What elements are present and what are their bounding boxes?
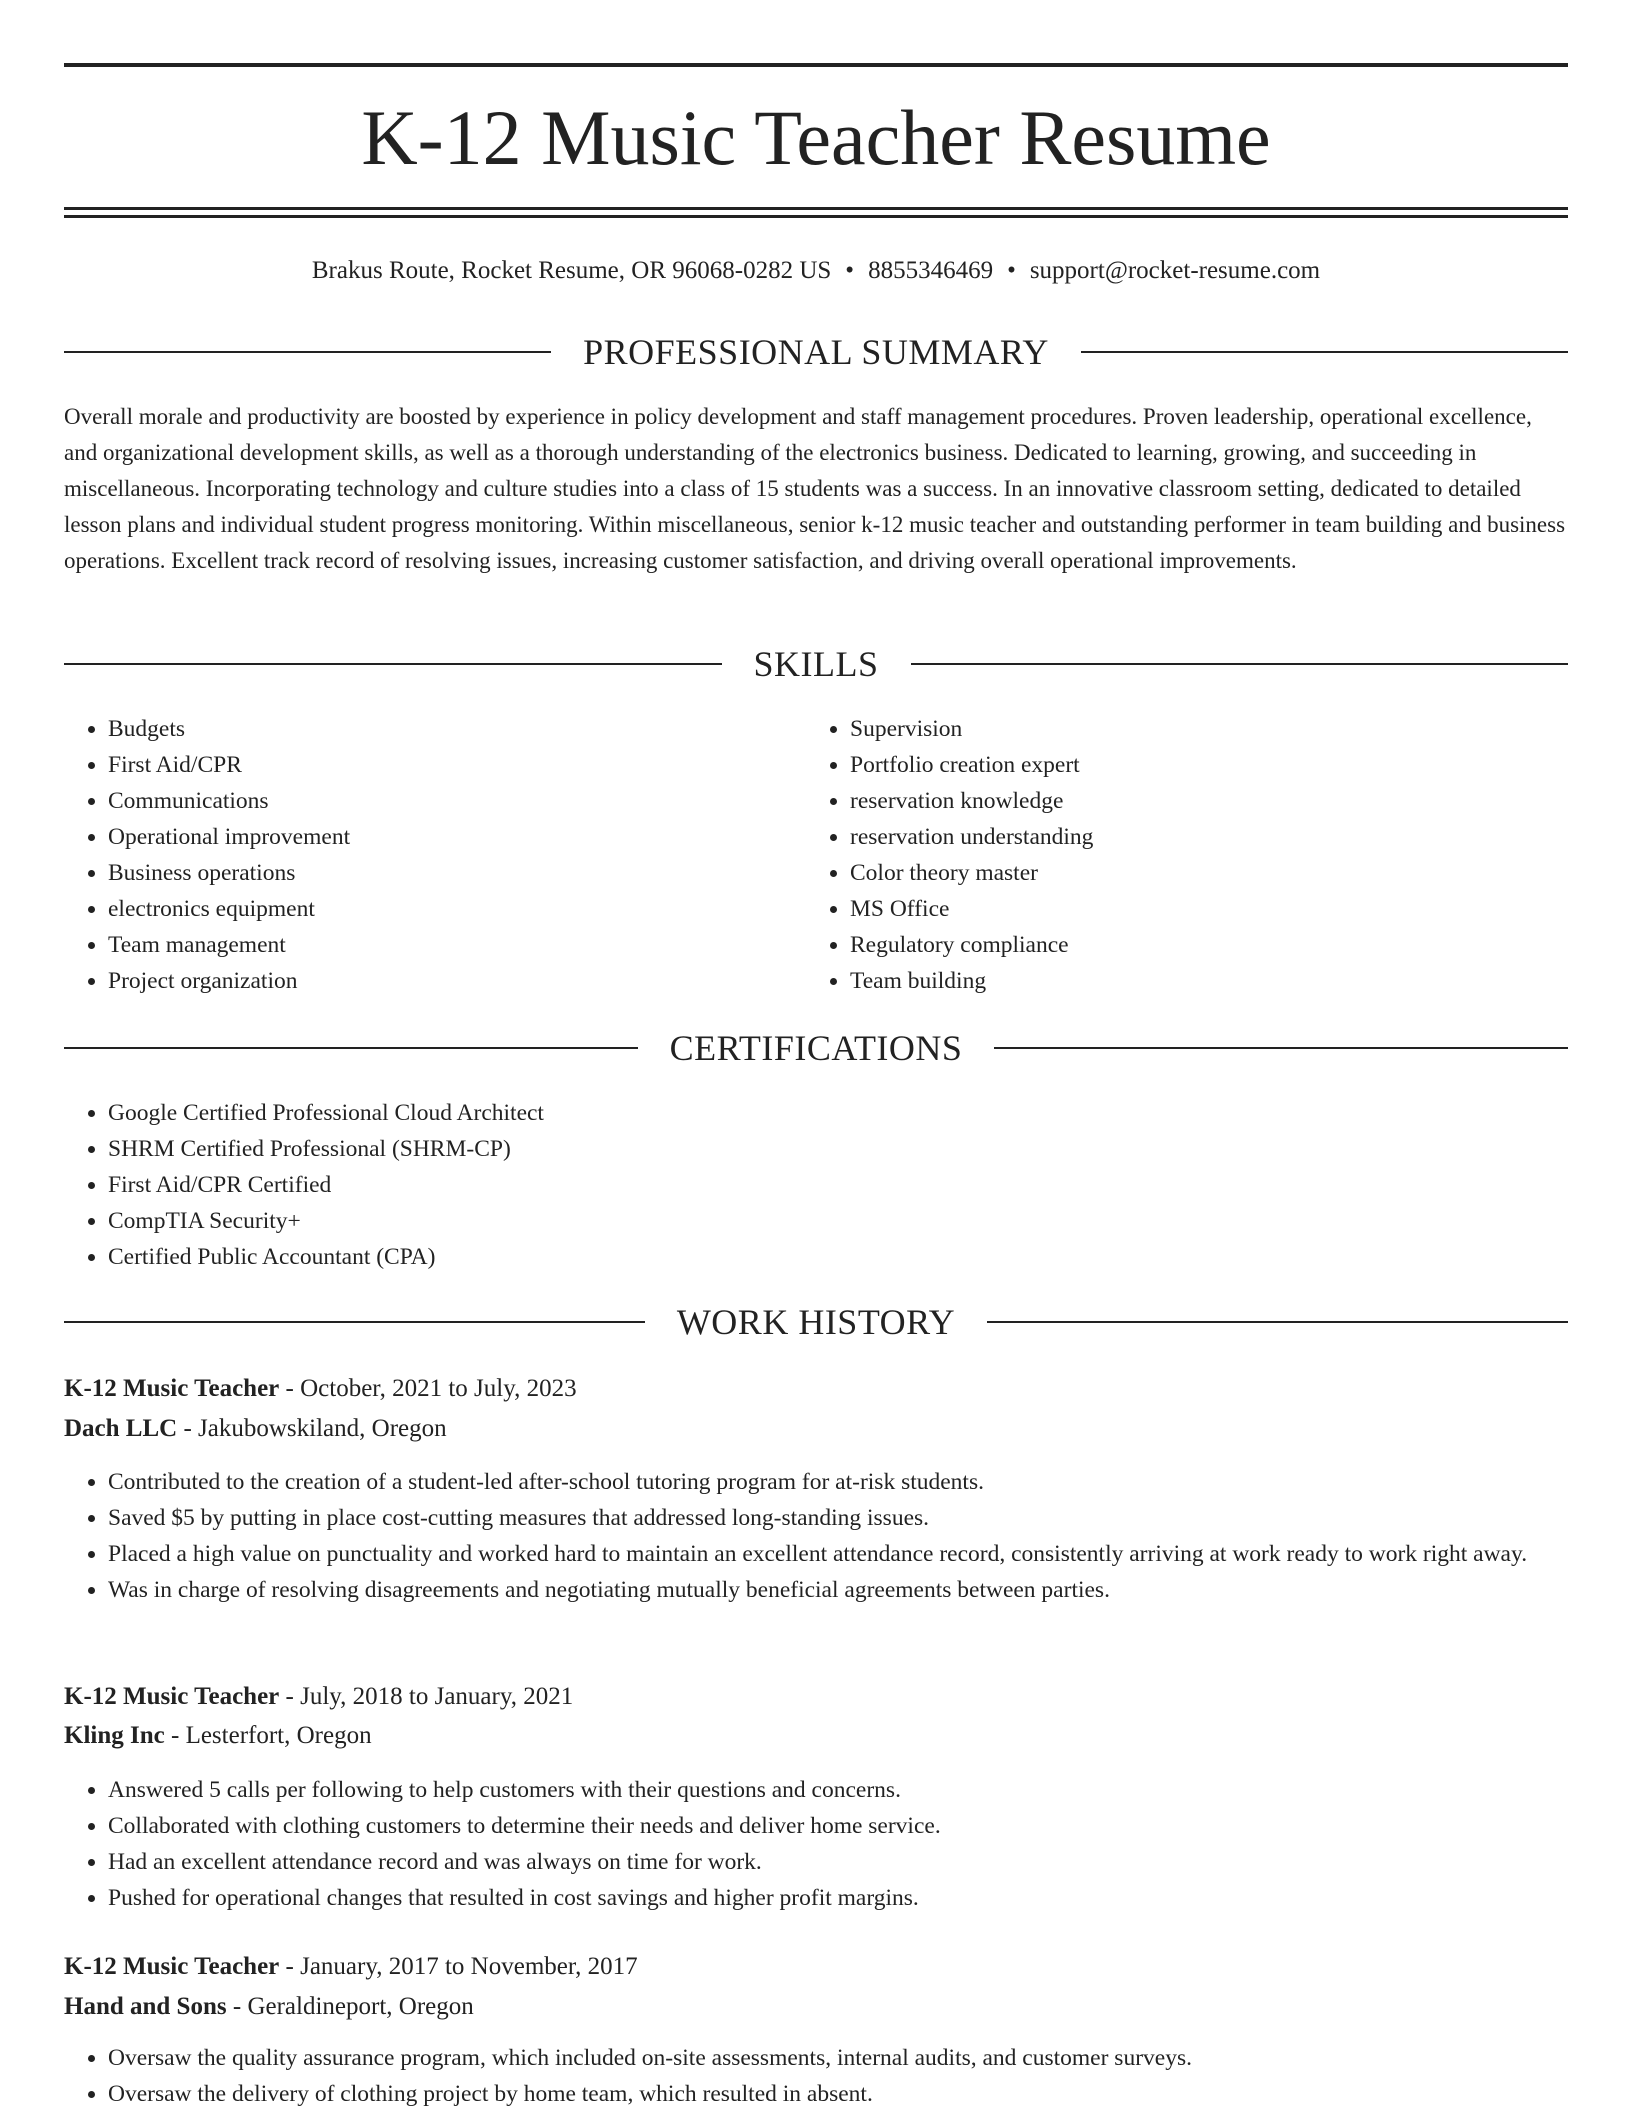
certifications-heading: [64, 1028, 1568, 1068]
skill-item: • Portfolio creation expert: [850, 747, 1550, 783]
work-history-heading: [64, 1302, 1568, 1342]
heading-rule-right: [911, 663, 1569, 665]
job-bullet: • Placed a high value on punctuality and worked hard to maintain an excellent attendance record, consistently arriving at work ready to work right away.: [108, 1536, 1568, 1572]
heading-rule-left: [64, 1047, 638, 1049]
job-company: Kling Inc: [64, 1722, 165, 1749]
heading-rule-right: [994, 1047, 1568, 1049]
job-company-line: [64, 1718, 1568, 1754]
job-bullets: [64, 1464, 1568, 1608]
contact-phone: 8855346469: [868, 257, 994, 284]
job-bullet: • Had an excellent attendance record and was always on time for work.: [108, 1844, 1568, 1880]
skill-item: • reservation understanding: [850, 819, 1550, 855]
job-bullet: • Saved $5 by putting in place cost-cutting measures that addressed long-standing issues.: [108, 1500, 1568, 1536]
certification-item: • First Aid/CPR Certified: [108, 1167, 1568, 1203]
skill-item: • Supervision: [850, 711, 1550, 747]
heading-rule-right: [1081, 351, 1568, 353]
job-bullet: • Contributed to the creation of a student-led after-school tutoring program for at-risk students.: [108, 1464, 1568, 1500]
job-dash: -: [164, 1722, 186, 1749]
header-bottom-rule-1: [64, 207, 1568, 210]
contact-separator: •: [845, 257, 855, 284]
skill-item: • Team building: [850, 963, 1550, 999]
skill-item: • MS Office: [850, 891, 1550, 927]
certification-item: • SHRM Certified Professional (SHRM-CP): [108, 1131, 1568, 1167]
job-title-line: [64, 1371, 1568, 1407]
skill-item: • reservation knowledge: [850, 783, 1550, 819]
job-company: Dach LLC: [64, 1415, 178, 1442]
job-dash: -: [226, 1993, 248, 2020]
job-dates: July, 2018 to January, 2021: [300, 1683, 574, 1710]
job-location: Lesterfort, Oregon: [185, 1722, 372, 1749]
heading-rule-left: [64, 351, 551, 353]
job-location: Jakubowskiland, Oregon: [198, 1415, 447, 1442]
heading-rule-right: [987, 1321, 1568, 1323]
summary-text: Overall morale and productivity are boosted by experience in policy development and staff management procedures. Proven leadership, operational excellence, and organizational development skills, as well as a thorough understanding of the electronics business. Dedicated to learning, growing, and succeeding in miscellaneous. Incorporating technology and culture studies into a class of 15 students was a success. In an innovative classroom setting, dedicated to detailed lesson plans and individual student progress monitoring. Within miscellaneous, senior k-12 music teacher and outstanding performer in team building and business operations. Excellent track record of resolving issues, increasing customer satisfaction, and driving overall operational improvements.: [64, 404, 1566, 573]
skill-item: • Team management: [108, 927, 808, 963]
job-company-line: [64, 1989, 1568, 2025]
work-history-heading-label: WORK HISTORY: [676, 1302, 956, 1342]
job-bullet: • Pushed for operational changes that resulted in cost savings and higher profit margins.: [108, 1880, 1568, 1916]
skill-item: • Business operations: [108, 855, 808, 891]
skill-item: • Regulatory compliance: [850, 927, 1550, 963]
heading-rule-left: [64, 1321, 645, 1323]
job-title: K-12 Music Teacher: [64, 1375, 280, 1402]
skill-item: • Operational improvement: [108, 819, 808, 855]
job-title-line: [64, 1679, 1568, 1715]
certifications-heading-label: CERTIFICATIONS: [669, 1028, 963, 1068]
contact-line: [64, 255, 1568, 287]
skills-list-left: [64, 711, 808, 999]
job-dash: -: [177, 1415, 199, 1442]
skill-item: • Communications: [108, 783, 808, 819]
skill-item: • Project organization: [108, 963, 808, 999]
certification-item: • Google Certified Professional Cloud Architect: [108, 1095, 1568, 1131]
job-company: Hand and Sons: [64, 1993, 227, 2020]
job-dash: -: [279, 1953, 301, 1980]
job-title: K-12 Music Teacher: [64, 1953, 280, 1980]
job-bullets: [64, 2040, 1568, 2112]
skill-item: • Color theory master: [850, 855, 1550, 891]
certification-item: • Certified Public Accountant (CPA): [108, 1239, 1568, 1275]
job-dates: January, 2017 to November, 2017: [300, 1953, 638, 1980]
job-bullet: • Was in charge of resolving disagreements and negotiating mutually beneficial agreements between parties.: [108, 1572, 1568, 1608]
job-company-line: [64, 1411, 1568, 1447]
contact-address: Brakus Route, Rocket Resume, OR 96068-0282 US: [311, 257, 832, 284]
job-dates: October, 2021 to July, 2023: [300, 1375, 577, 1402]
job-bullets: [64, 1772, 1568, 1916]
skill-item: • electronics equipment: [108, 891, 808, 927]
skill-item: • Budgets: [108, 711, 808, 747]
header-bottom-rule-2: [64, 215, 1568, 218]
job-title-line: [64, 1949, 1568, 1985]
resume-title: K-12 Music Teacher Resume: [361, 94, 1271, 181]
job-dash: -: [279, 1683, 301, 1710]
certification-item: • CompTIA Security+: [108, 1203, 1568, 1239]
skills-list-right: [806, 711, 1550, 999]
summary-heading: [64, 332, 1568, 372]
summary-heading-label: PROFESSIONAL SUMMARY: [583, 332, 1049, 372]
job-bullet: • Collaborated with clothing customers to determine their needs and deliver home service.: [108, 1808, 1568, 1844]
heading-rule-left: [64, 663, 722, 665]
header-top-rule: [64, 63, 1568, 67]
skills-heading-label: SKILLS: [753, 644, 879, 684]
job-bullet: • Oversaw the quality assurance program, which included on-site assessments, internal audits, and customer surveys.: [108, 2040, 1568, 2076]
skills-heading: [64, 644, 1568, 684]
contact-separator: •: [1007, 257, 1016, 284]
job-location: Geraldineport, Oregon: [247, 1993, 474, 2020]
job-dash: -: [279, 1375, 301, 1402]
certifications-list: [64, 1095, 1568, 1275]
contact-email: support@rocket-resume.com: [1029, 257, 1321, 284]
skill-item: • First Aid/CPR: [108, 747, 808, 783]
job-bullet: • Oversaw the delivery of clothing project by home team, which resulted in absent.: [108, 2076, 1568, 2112]
job-title: K-12 Music Teacher: [64, 1683, 280, 1710]
job-bullet: • Answered 5 calls per following to help customers with their questions and concerns.: [108, 1772, 1568, 1808]
